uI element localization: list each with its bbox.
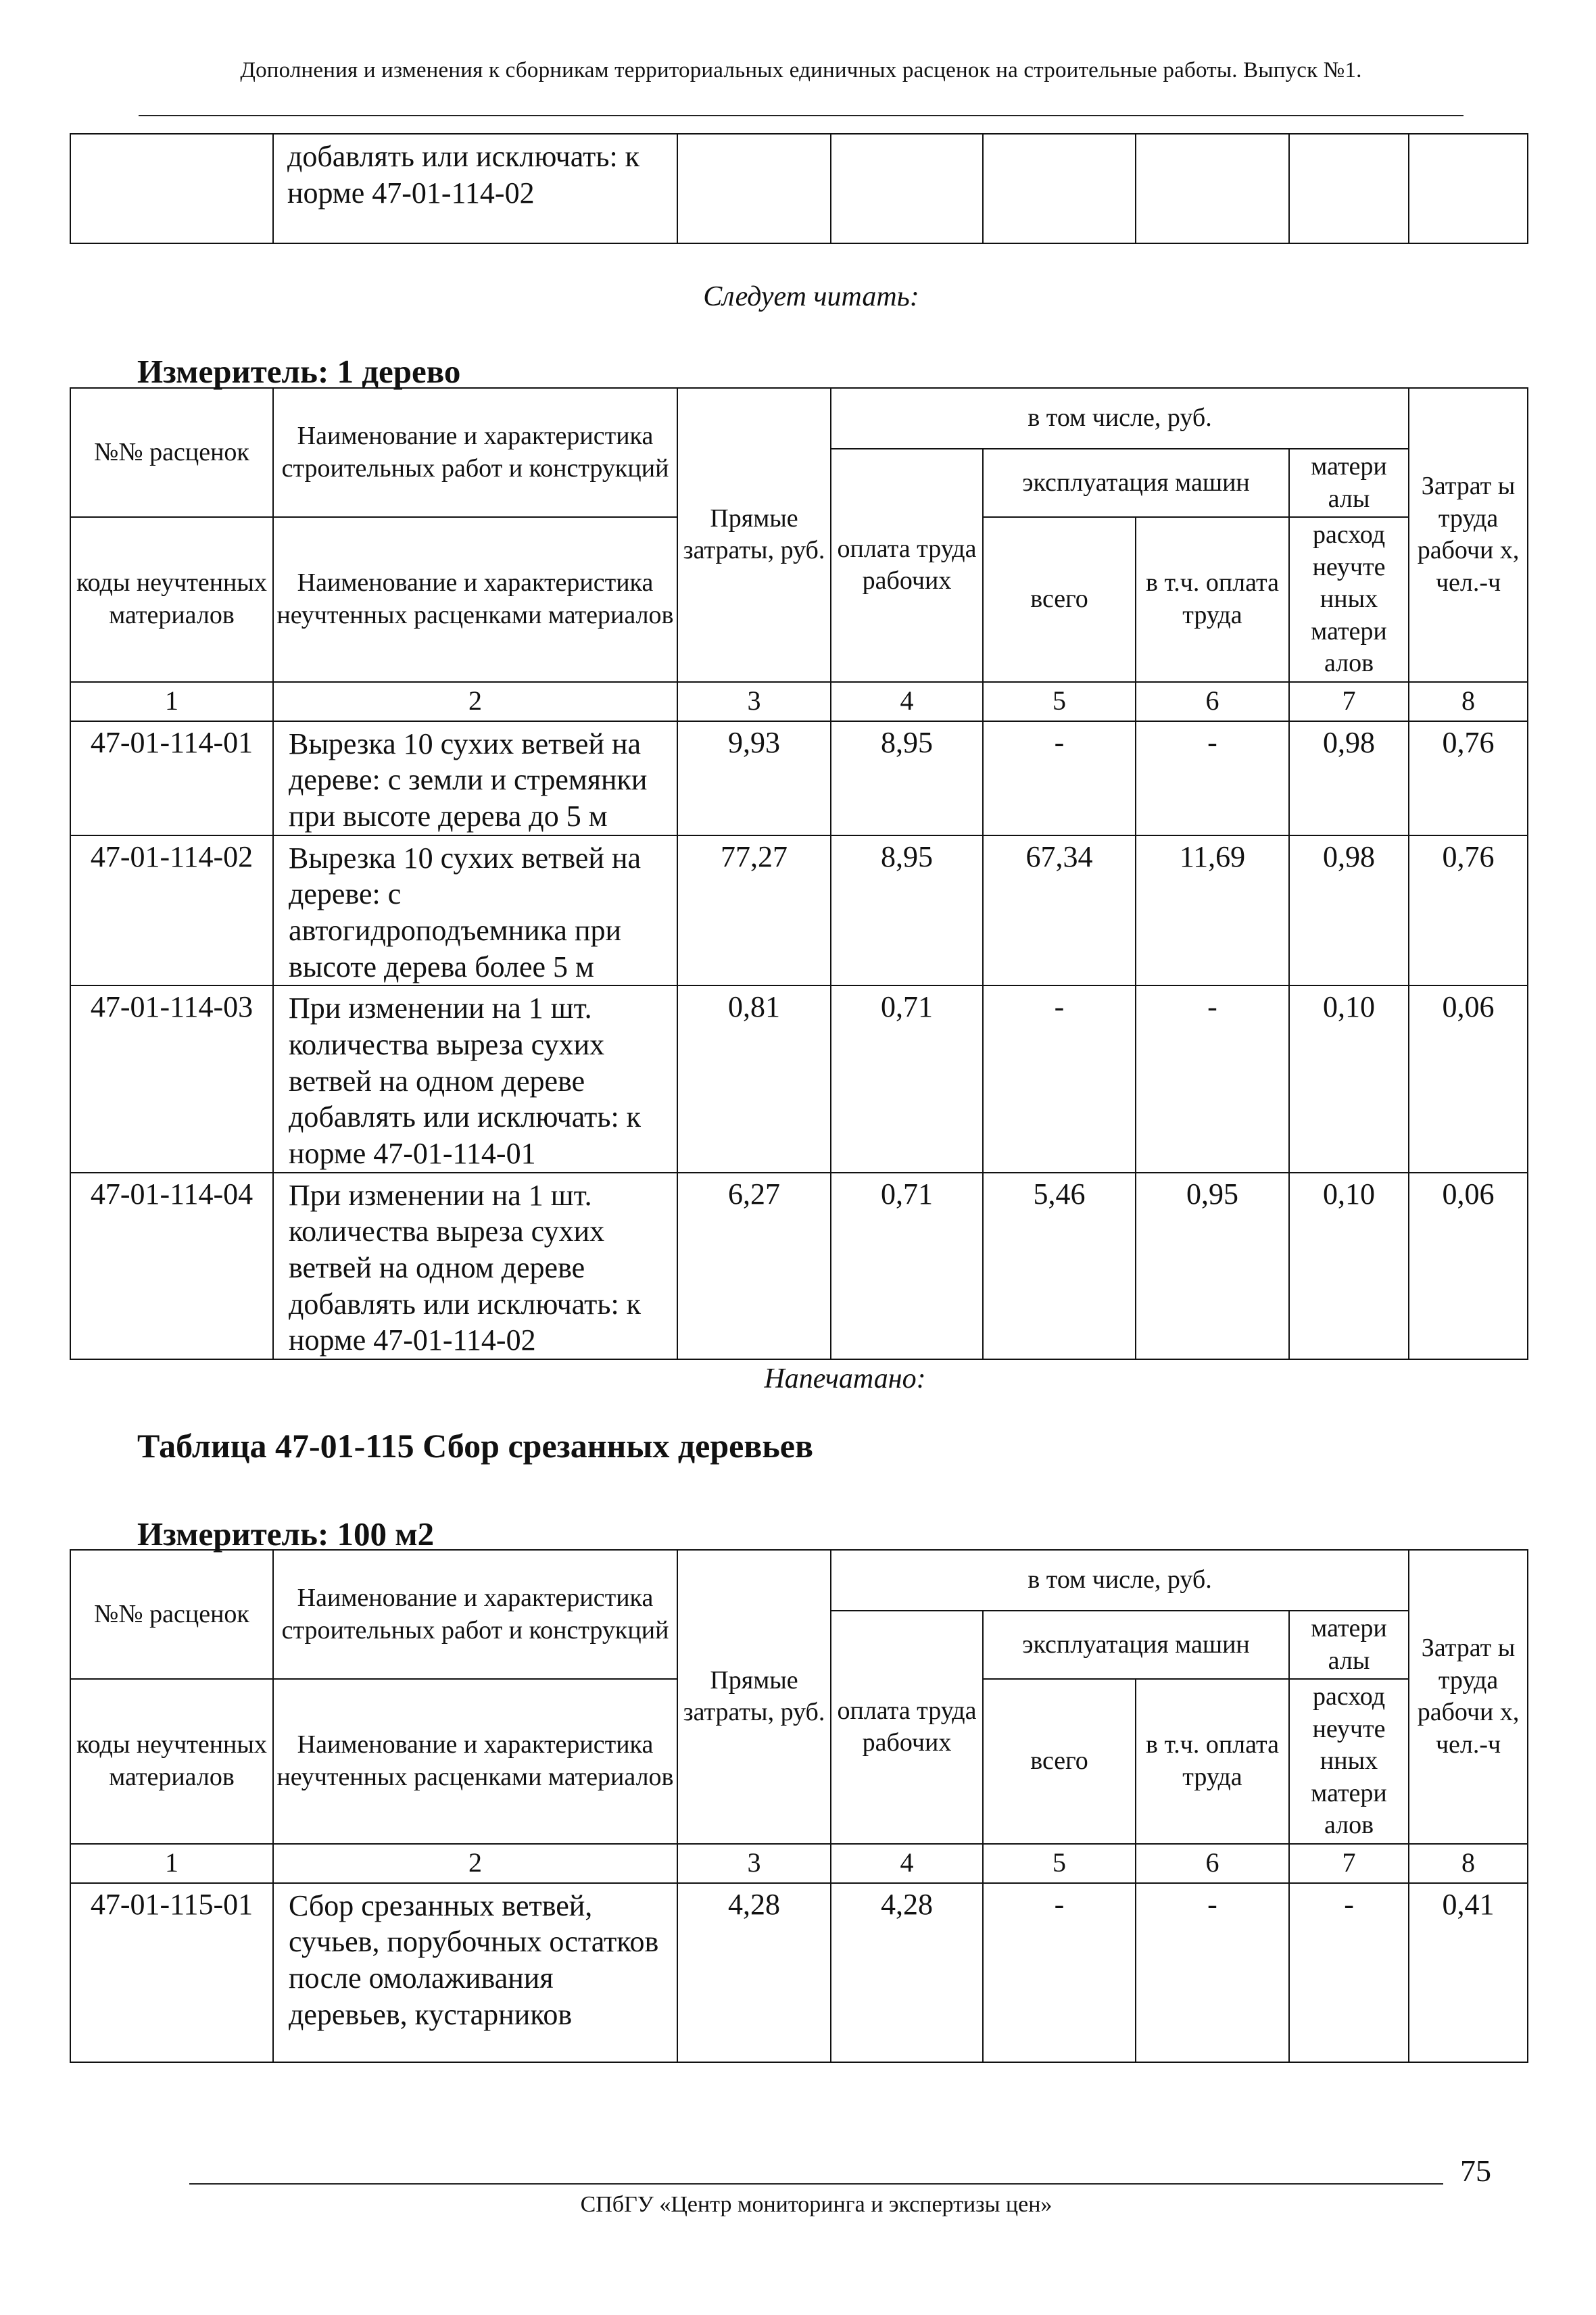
labor-pay-value: 0,71: [831, 985, 983, 1172]
header-machines-total: всего: [983, 1679, 1136, 1844]
table-row: [70, 1883, 1528, 2062]
top-fragment-table: [70, 133, 1528, 244]
column-number: 7: [1289, 1844, 1409, 1883]
header-including: в том числе, руб.: [831, 1550, 1409, 1611]
direct-costs-value: 4,28: [677, 1883, 831, 2062]
header-including: в том числе, руб.: [831, 388, 1409, 449]
header-machines-total: всего: [983, 517, 1136, 682]
materials-value: 0,10: [1289, 985, 1409, 1172]
column-number: 6: [1136, 682, 1289, 721]
column-number: 2: [273, 682, 677, 721]
rate-description: Вырезка 10 сухих ветвей на дереве: с автогидроподъемника при высоте дерева более 5 м: [273, 835, 677, 986]
table-row: [70, 835, 1528, 986]
rate-description: При изменении на 1 шт. количества выреза сухих ветвей на одном дереве добавлять или исключать: к норме 47-01-114-01: [273, 985, 677, 1172]
table-row: [70, 1173, 1528, 1359]
rate-code: 47-01-114-04: [70, 1173, 273, 1359]
fragment-cell-desc: добавлять или исключать: к норме 47-01-114-02: [273, 134, 677, 243]
materials-value: 0,98: [1289, 835, 1409, 986]
header-unaccounted-name: Наименование и характеристика неучтенных расценками материалов: [273, 1679, 677, 1844]
fragment-cell-code: [70, 134, 273, 243]
machines-labor-value: -: [1136, 985, 1289, 1172]
rate-description: Сбор срезанных ветвей, сучьев, порубочных остатков после омолаживания деревьев, кустарников: [273, 1883, 677, 2062]
machines-total-value: 5,46: [983, 1173, 1136, 1359]
labor-hours-value: 0,76: [1409, 721, 1528, 835]
column-number: 1: [70, 1844, 273, 1883]
column-number: 8: [1409, 682, 1528, 721]
machines-total-value: -: [983, 985, 1136, 1172]
machines-labor-value: -: [1136, 1883, 1289, 2062]
header-rate-number: №№ расценок: [70, 388, 273, 517]
column-number: 6: [1136, 1844, 1289, 1883]
header-work-name: Наименование и характеристика строительных работ и конструкций: [273, 388, 677, 517]
column-number: 7: [1289, 682, 1409, 721]
machines-labor-value: -: [1136, 721, 1289, 835]
rate-description: При изменении на 1 шт. количества выреза сухих ветвей на одном дереве добавлять или исключать: к норме 47-01-114-02: [273, 1173, 677, 1359]
header-machines: эксплуатация машин: [983, 1611, 1289, 1679]
machines-total-value: 67,34: [983, 835, 1136, 986]
header-rate-number: №№ расценок: [70, 1550, 273, 1679]
rate-description: Вырезка 10 сухих ветвей на дереве: с земли и стремянки при высоте дерева до 5 м: [273, 721, 677, 835]
running-header: Дополнения и изменения к сборникам территориальных единичных расценок на строительные работы. Выпуск №1.: [240, 58, 1362, 82]
page-number: 75: [1460, 2153, 1491, 2188]
labor-pay-value: 0,71: [831, 1173, 983, 1359]
direct-costs-value: 0,81: [677, 985, 831, 1172]
table-row: [70, 721, 1528, 835]
machines-total-value: -: [983, 1883, 1136, 2062]
header-labor-pay: оплата труда рабочих: [831, 449, 983, 682]
footer-rule: [189, 2183, 1443, 2185]
materials-value: 0,10: [1289, 1173, 1409, 1359]
header-materials: матери алы: [1289, 449, 1409, 517]
header-direct-costs: Прямые затраты, руб.: [677, 1550, 831, 1844]
header-unaccounted-name: Наименование и характеристика неучтенных расценками материалов: [273, 517, 677, 682]
table-title: Таблица 47-01-115 Сбор срезанных деревьев: [137, 1427, 813, 1465]
machines-total-value: -: [983, 721, 1136, 835]
machines-labor-value: 0,95: [1136, 1173, 1289, 1359]
labor-hours-value: 0,06: [1409, 1173, 1528, 1359]
labor-hours-value: 0,76: [1409, 835, 1528, 986]
direct-costs-value: 9,93: [677, 721, 831, 835]
rates-table-2: [70, 1549, 1528, 2063]
header-machines: эксплуатация машин: [983, 449, 1289, 517]
header-unaccounted-codes: коды неучтенных материалов: [70, 517, 273, 682]
column-number: 3: [677, 1844, 831, 1883]
materials-value: -: [1289, 1883, 1409, 2062]
column-number: 4: [831, 1844, 983, 1883]
header-labor-cost: Затрат ы труда рабочи х, чел.-ч: [1409, 1550, 1528, 1844]
footer-organization: СПбГУ «Центр мониторинга и экспертизы цен»: [580, 2192, 1053, 2217]
measure-unit-2: Измеритель: 100 м2: [137, 1515, 435, 1553]
header-work-name: Наименование и характеристика строительных работ и конструкций: [273, 1550, 677, 1679]
rate-code: 47-01-114-02: [70, 835, 273, 986]
labor-pay-value: 8,95: [831, 835, 983, 986]
header-rule: [139, 115, 1464, 116]
header-labor-pay: оплата труда рабочих: [831, 1611, 983, 1844]
column-number: 1: [70, 682, 273, 721]
header-labor-cost: Затрат ы труда рабочи х, чел.-ч: [1409, 388, 1528, 682]
direct-costs-value: 77,27: [677, 835, 831, 986]
labor-pay-value: 8,95: [831, 721, 983, 835]
column-number: 4: [831, 682, 983, 721]
note-printed: Напечатано:: [764, 1363, 926, 1394]
measure-unit-1: Измеритель: 1 дерево: [137, 353, 461, 390]
rate-code: 47-01-114-01: [70, 721, 273, 835]
header-machines-labor: в т.ч. оплата труда: [1136, 517, 1289, 682]
rates-table-1: [70, 387, 1528, 1360]
rate-code: 47-01-114-03: [70, 985, 273, 1172]
machines-labor-value: 11,69: [1136, 835, 1289, 986]
header-unaccounted-usage: расход неучте нных матери алов: [1289, 517, 1409, 682]
column-number: 5: [983, 682, 1136, 721]
direct-costs-value: 6,27: [677, 1173, 831, 1359]
labor-pay-value: 4,28: [831, 1883, 983, 2062]
column-number: 8: [1409, 1844, 1528, 1883]
header-materials: матери алы: [1289, 1611, 1409, 1679]
column-number: 5: [983, 1844, 1136, 1883]
header-direct-costs: Прямые затраты, руб.: [677, 388, 831, 682]
rate-code: 47-01-115-01: [70, 1883, 273, 2062]
materials-value: 0,98: [1289, 721, 1409, 835]
column-number: 3: [677, 682, 831, 721]
note-should-read: Следует читать:: [703, 281, 919, 312]
header-unaccounted-codes: коды неучтенных материалов: [70, 1679, 273, 1844]
header-unaccounted-usage: расход неучте нных матери алов: [1289, 1679, 1409, 1844]
labor-hours-value: 0,41: [1409, 1883, 1528, 2062]
labor-hours-value: 0,06: [1409, 985, 1528, 1172]
table-row: [70, 985, 1528, 1172]
column-number: 2: [273, 1844, 677, 1883]
header-machines-labor: в т.ч. оплата труда: [1136, 1679, 1289, 1844]
